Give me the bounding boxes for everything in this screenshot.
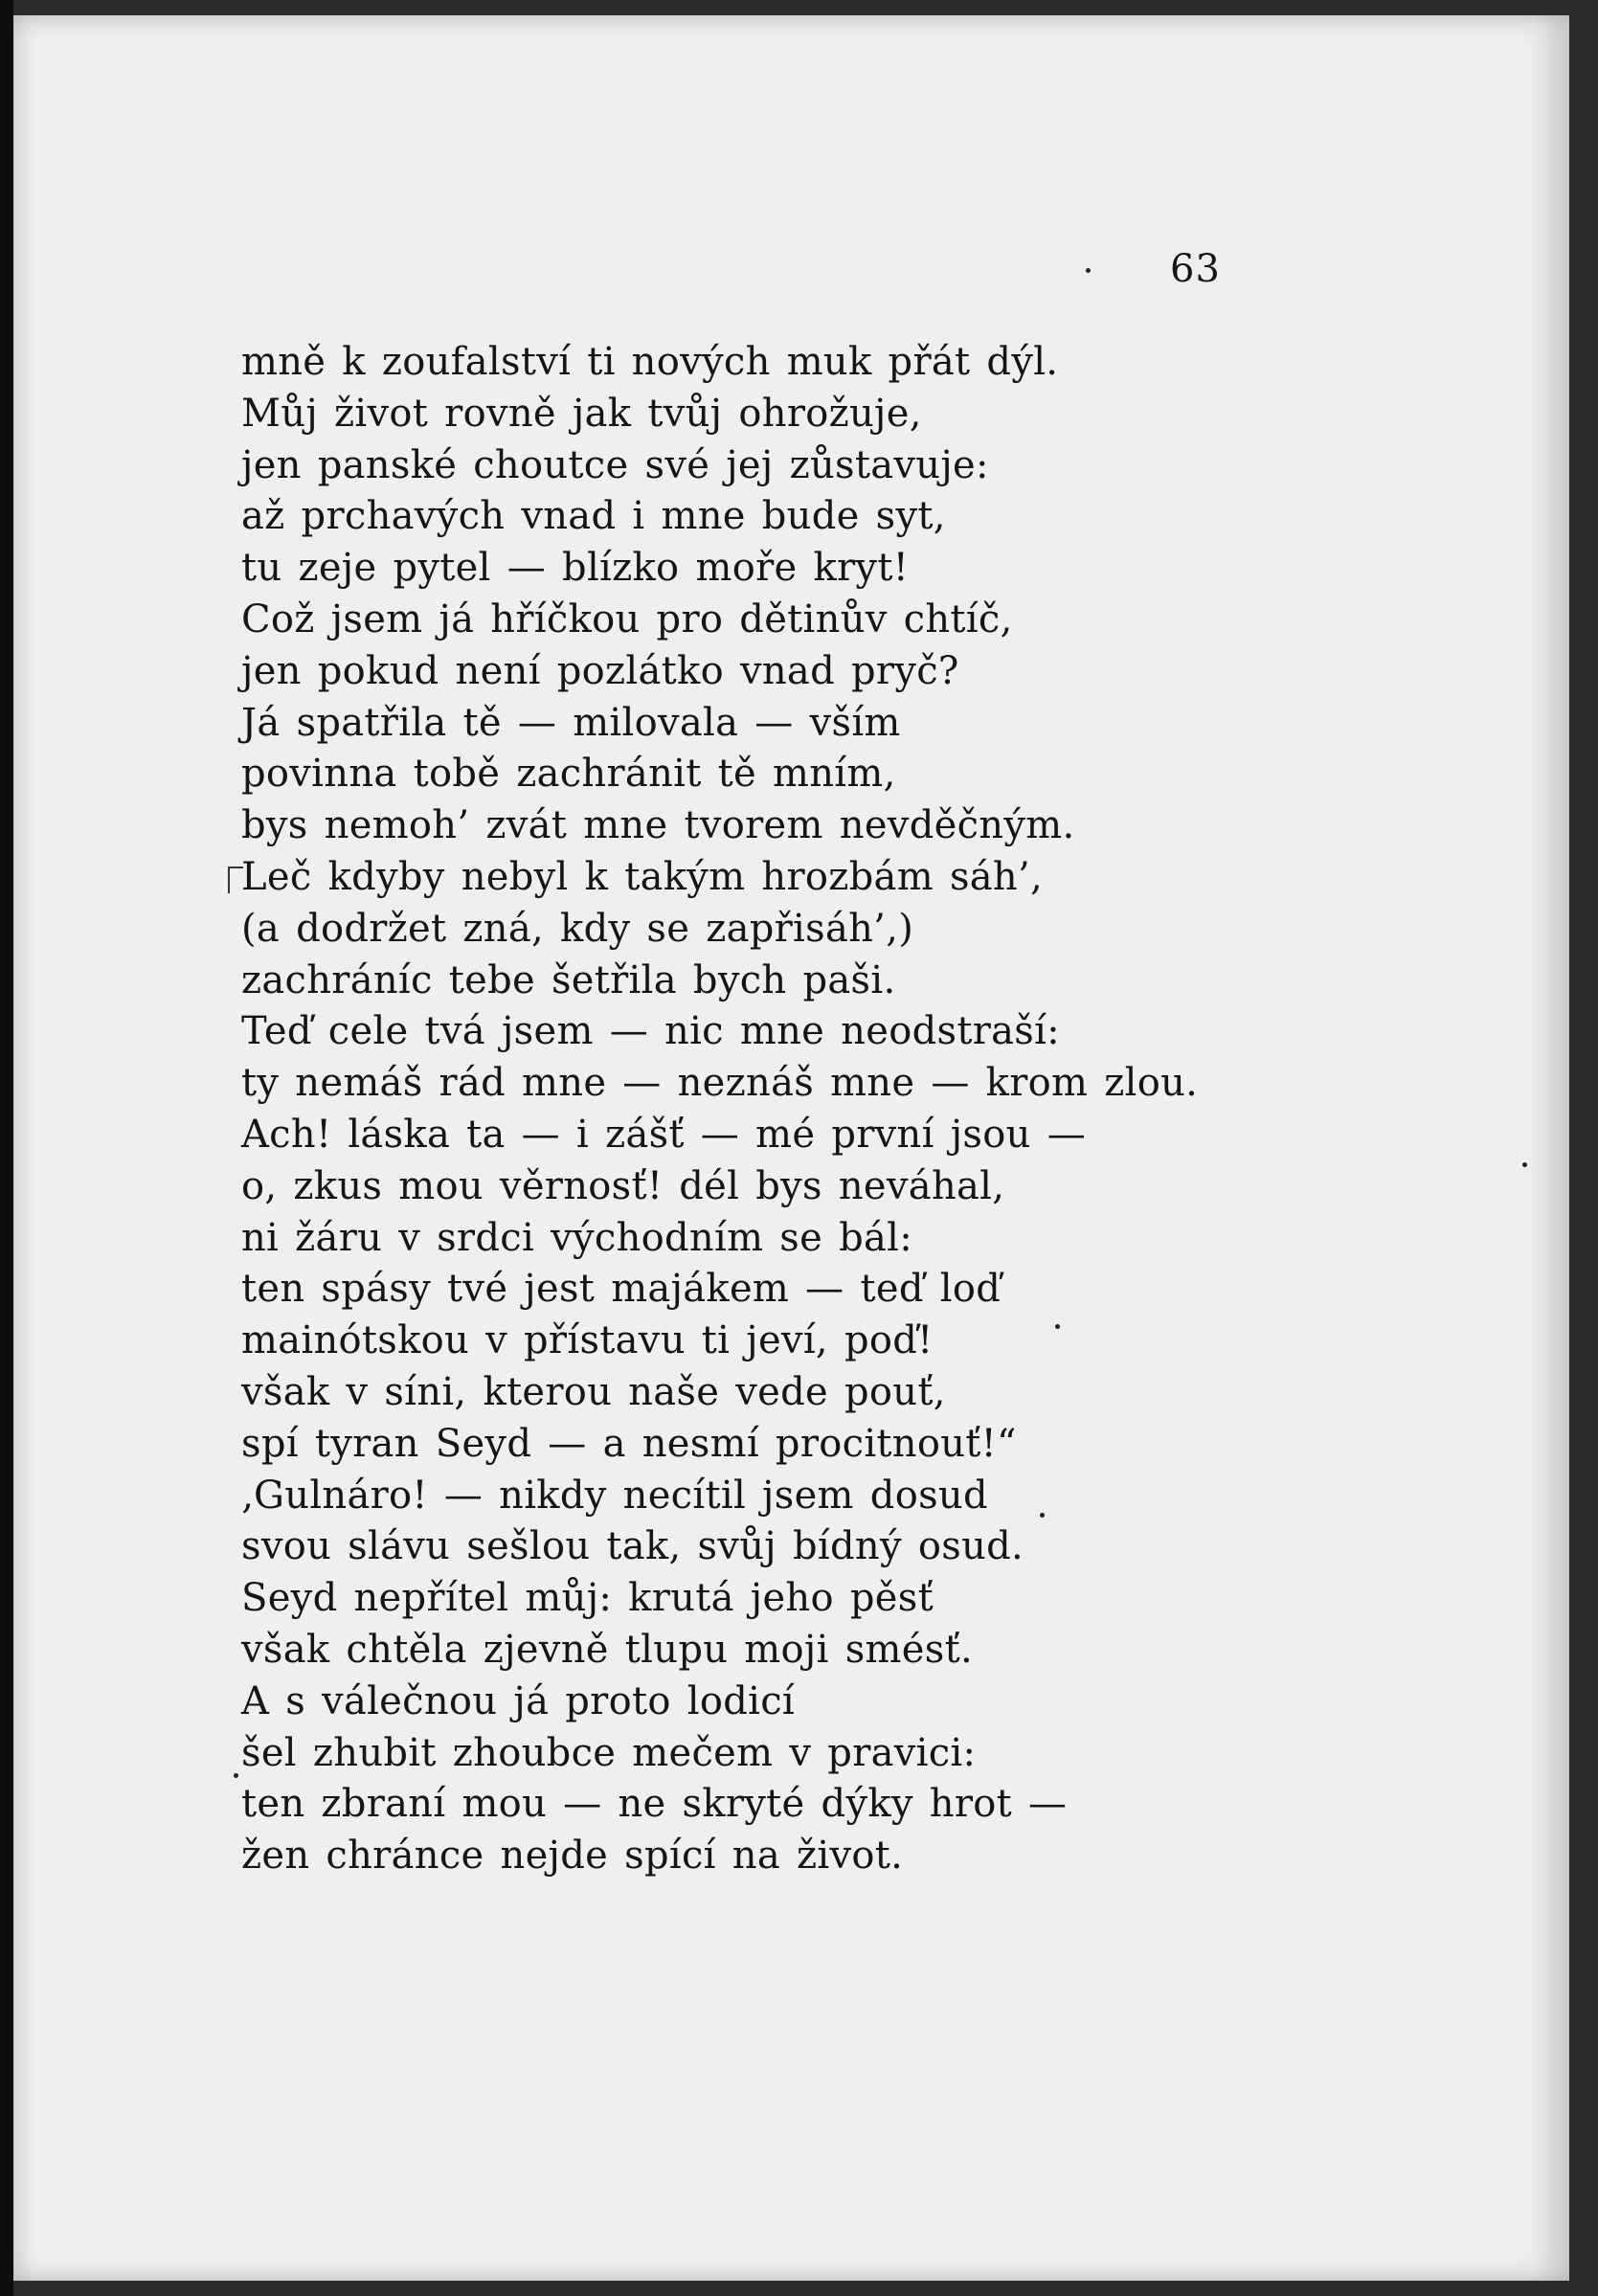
poem-line: Můj život rovně jak tvůj ohrožuje, [241, 391, 922, 436]
poem-line: Což jsem já hříčkou pro dětinův chtíč, [241, 597, 1013, 642]
poem-line: A s válečnou já proto lodicí [241, 1678, 795, 1723]
poem-line: ni žáru v srdci východním se bál: [241, 1215, 913, 1260]
poem-line: Seyd nepřítel můj: krutá jeho pěsť [241, 1576, 934, 1621]
poem-text [241, 337, 1294, 1882]
poem-line: ten spásy tvé jest majákem — teď loď [241, 1267, 1002, 1312]
poem-line: mně k zoufalství ti nových muk přát dýl. [241, 340, 1059, 384]
print-speck [1040, 1513, 1045, 1518]
poem-line: až prchavých vnad i mne bude syt, [241, 494, 946, 539]
scan-left-edge [0, 0, 13, 2296]
print-speck [1086, 268, 1091, 273]
poem-line: svou slávu sešlou tak, svůj bídný osud. [241, 1524, 1024, 1569]
poem-line: ‚Gulnáro! — nikdy necítil jsem dosud [241, 1473, 988, 1518]
poem-line: mainótskou v přístavu ti jeví, poď! [241, 1318, 934, 1363]
poem-line: šel zhubit zhoubce mečem v pravici: [241, 1730, 977, 1775]
poem-line: bys nemoh’ zvát mne tvorem nevděčným. [241, 803, 1075, 848]
poem-line: (a dodržet zná, kdy se zapřisáh’,) [241, 906, 914, 951]
poem-line: povinna tobě zachránit tě mním, [241, 752, 896, 797]
print-speck [1055, 1324, 1060, 1329]
poem-line: jen pokud není pozlátko vnad pryč? [241, 648, 959, 693]
poem-line: Leč kdyby nebyl k takým hrozbám sáh’, [241, 854, 1044, 899]
poem-line: ty nemáš rád mne — neznáš mne — krom zlou. [241, 1061, 1199, 1106]
poem-line: spí tyran Seyd — a nesmí procitnouť!“ [241, 1421, 1017, 1466]
poem-line: Já spatřila tě — milovala — vším [241, 700, 901, 745]
poem-line: žen chránce nejde spící na život. [241, 1834, 904, 1879]
poem-line: však v síni, kterou naše vede pouť, [241, 1369, 946, 1414]
poem-line: tu zeje pytel — blízko moře kryt! [241, 546, 910, 591]
poem-line: o, zkus mou věrnosť! dél bys neváhal, [241, 1163, 1005, 1208]
poem-line: Ach! láska ta — i zášť — mé první jsou — [241, 1112, 1087, 1157]
poem-line: Teď cele tvá jsem — nic mne neodstraší: [241, 1009, 1060, 1054]
page-number: 63 [1170, 247, 1221, 291]
poem-line: však chtěla zjevně tlupu moji smésť. [241, 1627, 973, 1672]
poem-line: zachráníc tebe šetřila bych paši. [241, 957, 896, 1002]
print-speck [1522, 1162, 1527, 1167]
poem-line: ten zbraní mou — ne skryté dýky hrot — [241, 1782, 1068, 1827]
poem-line: jen panské choutce své jej zůstavuje: [241, 442, 989, 487]
print-speck [234, 1773, 238, 1778]
